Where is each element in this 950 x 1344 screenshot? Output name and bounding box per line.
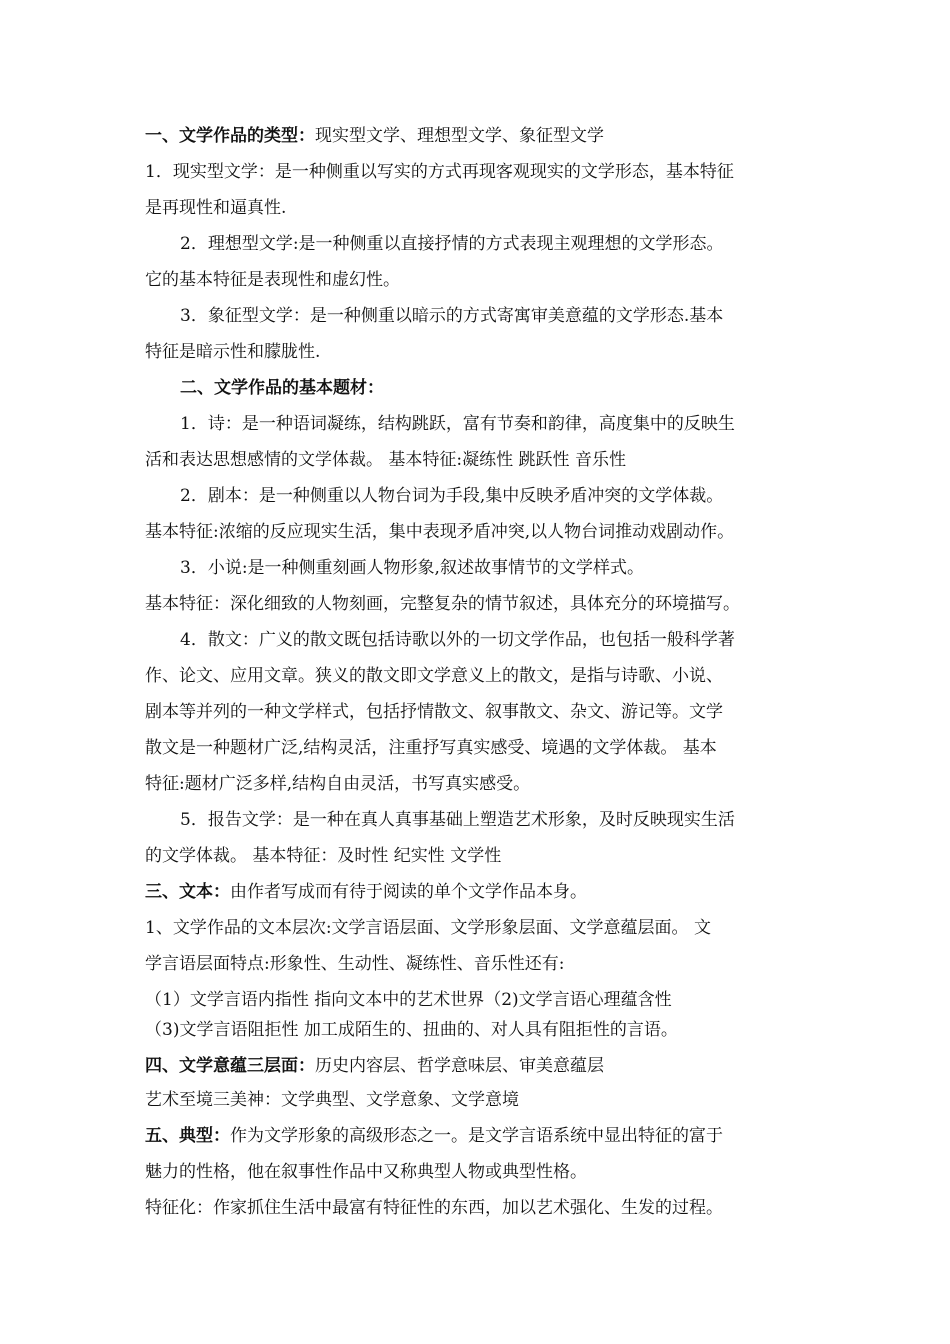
paragraph-line: 1．诗：是一种语词凝练，结构跳跃，富有节奏和韵律，高度集中的反映生 [180,414,735,434]
heading-label: 一、文学作品的类型： [145,126,315,146]
heading-label: 四、文学意蕴三层面： [145,1056,315,1076]
heading-text: 历史内容层、哲学意味层、审美意蕴层 [315,1056,604,1076]
paragraph-line: 5．报告文学：是一种在真人真事基础上塑造艺术形象，及时反映现实生活 [180,810,735,830]
paragraph-line: 它的基本特征是表现性和虚幻性。 [145,270,400,290]
paragraph-line: 活和表达思想感情的文学体裁。 基本特征:凝练性 跳跃性 音乐性 [145,450,626,470]
paragraph-line: 剧本等并列的一种文学样式，包括抒情散文、叙事散文、杂文、游记等。文学 [145,702,723,722]
paragraph-line: 的文学体裁。 基本特征：及时性 纪实性 文学性 [145,846,502,866]
paragraph-line: 学言语层面特点:形象性、生动性、凝练性、音乐性还有: [145,954,565,974]
heading-label: 五、典型： [145,1126,230,1146]
paragraph-line: 是再现性和逼真性. [145,198,287,218]
paragraph-line: 3．小说:是一种侧重刻画人物形象,叙述故事情节的文学样式。 [180,558,644,578]
section-heading-3 [145,880,587,904]
section-heading-5 [145,1124,723,1148]
paragraph-line: 3．象征型文学：是一种侧重以暗示的方式寄寓审美意蕴的文学形态.基本 [180,306,724,326]
heading-label: 三、文本： [145,882,230,902]
paragraph-line: 散文是一种题材广泛,结构灵活，注重抒写真实感受、境遇的文学体裁。 基本 [145,738,717,758]
paragraph-line: 1．现实型文学：是一种侧重以写实的方式再现客观现实的文学形态，基本特征 [145,162,734,182]
section-heading-1 [145,124,604,148]
paragraph-line: 1、文学作品的文本层次:文学言语层面、文学形象层面、文学意蕴层面。 文 [145,918,711,938]
section-heading-2: 二、文学作品的基本题材： [180,378,384,398]
paragraph-line: 艺术至境三美神：文学典型、文学意象、文学意境 [145,1090,519,1110]
paragraph-line: 作、论文、应用文章。狭义的散文即文学意义上的散文，是指与诗歌、小说、 [145,666,723,686]
heading-text: 现实型文学、理想型文学、象征型文学 [315,126,604,146]
paragraph-line: （1）文学言语内指性 指向文本中的艺术世界（2)文学言语心理蕴含性 [145,990,672,1010]
paragraph-line: 特征:题材广泛多样,结构自由灵活，书写真实感受。 [145,774,531,794]
paragraph-line: 2．理想型文学:是一种侧重以直接抒情的方式表现主观理想的文学形态。 [180,234,724,254]
paragraph-line: 特征是暗示性和朦胧性. [145,342,321,362]
paragraph-line: 特征化：作家抓住生活中最富有特征性的东西，加以艺术强化、生发的过程。 [145,1198,723,1218]
paragraph-line: 2．剧本：是一种侧重以人物台词为手段,集中反映矛盾冲突的文学体裁。 [180,486,724,506]
heading-text: 作为文学形象的高级形态之一。是文学言语系统中显出特征的富于 [230,1126,723,1146]
paragraph-line: （3)文学言语阻拒性 加工成陌生的、扭曲的、对人具有阻拒性的言语。 [145,1020,678,1040]
paragraph-line: 魅力的性格，他在叙事性作品中又称典型人物或典型性格。 [145,1162,587,1182]
paragraph-line: 基本特征：深化细致的人物刻画，完整复杂的情节叙述，具体充分的环境描写。 [145,594,740,614]
section-heading-4 [145,1054,604,1078]
paragraph-line: 4．散文：广义的散文既包括诗歌以外的一切文学作品，也包括一般科学著 [180,630,735,650]
heading-text: 由作者写成而有待于阅读的单个文学作品本身。 [230,882,587,902]
paragraph-line: 基本特征:浓缩的反应现实生活，集中表现矛盾冲突,以人物台词推动戏剧动作。 [145,522,735,542]
